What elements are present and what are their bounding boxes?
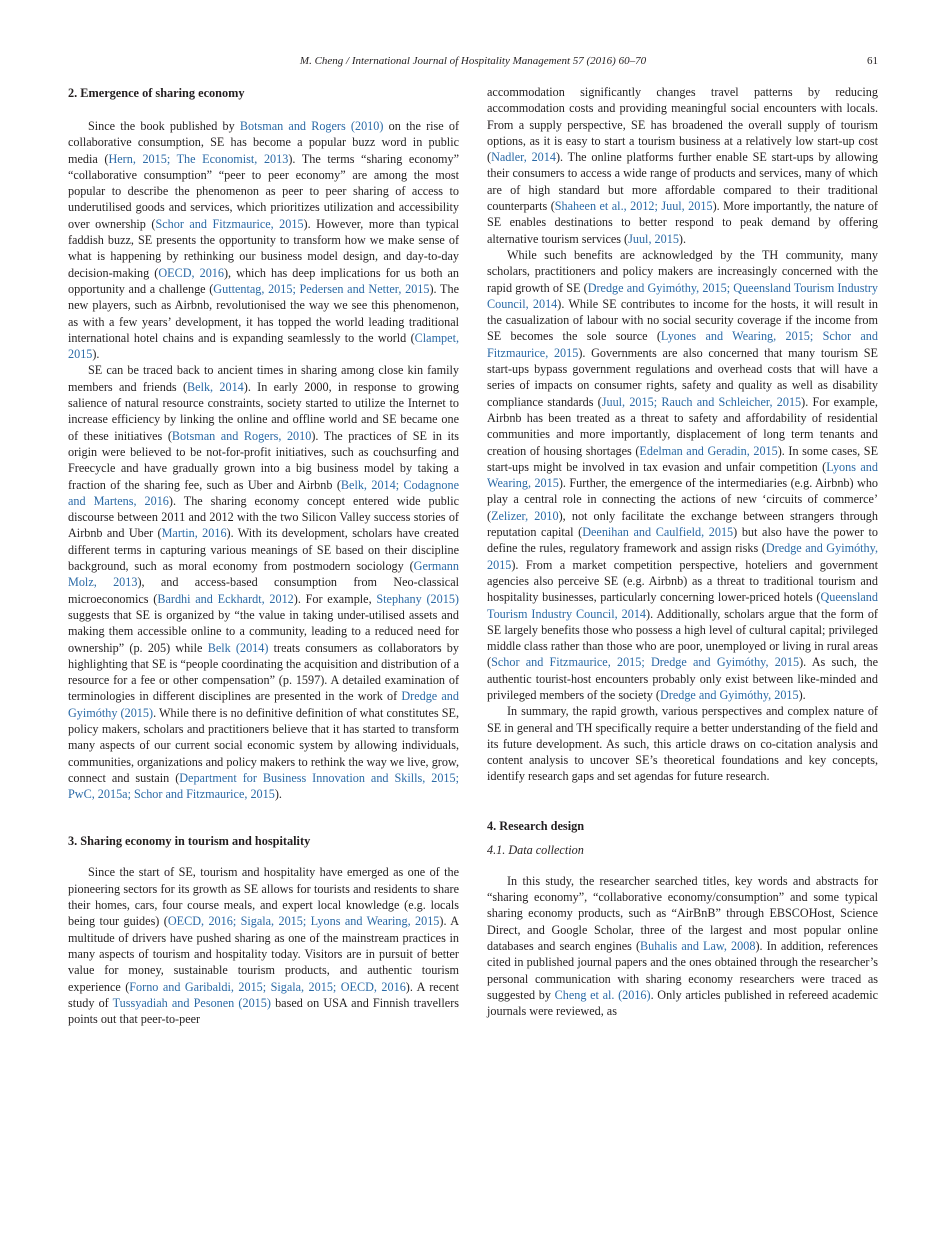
citation-link[interactable]: Juul, 2015; Rauch and Schleicher, 2015 xyxy=(601,394,802,409)
body-text: ). xyxy=(798,687,806,702)
paragraph xyxy=(487,703,878,784)
body-text: ), and access-based consumption from Neo-classical microeconomics ( xyxy=(68,575,459,606)
body-text: ). In addition, references cited in published journal papers and the ones obtained through the researcher’s personal communication with sharing economy researchers were traced as suggested by xyxy=(487,938,878,1002)
body-text: ). However, more than typical faddish buzz, SE presents the opportunity to transform how we make sense of what is happening by rethinking our business model design, and day-to-day decision-making ( xyxy=(68,216,459,280)
citation-link[interactable]: Botsman and Rogers (2010) xyxy=(239,119,384,133)
body-text: SE can be traced back to ancient times in sharing among close kin family members and friends ( xyxy=(68,363,459,394)
page-number: 61 xyxy=(867,55,878,67)
citation-link[interactable]: Dredge and Gyimóthy, 2015 xyxy=(487,541,878,572)
paragraph xyxy=(68,362,459,802)
citation-link[interactable]: Lyones and Wearing, 2015; Schor and Fitzmaurice, 2015 xyxy=(487,329,878,360)
citation-link[interactable]: Cheng et al. (2016) xyxy=(554,987,651,1002)
body-text: ). Governments are also concerned that many tourism SE start-ups bypass government regulations and overhead costs that will have a series of impacts on consumer rights, safety and quality as well as disability compliance standards ( xyxy=(487,345,878,409)
body-text: ). With its development, scholars have created different terms in capturing various meanings of SE based on their discipline background, such as moral economy from postmodern sociology ( xyxy=(68,526,460,574)
citation-link[interactable]: Botsman and Rogers, 2010 xyxy=(171,428,312,443)
body-text: Since the start of SE, tourism and hospitality have emerged as one of the pioneering sectors for its growth as SE allows for tourists and residents to share their homes, cars, four course meals, and expert local knowledge (e.g. locals being tour guides) ( xyxy=(68,865,459,929)
citation-link[interactable]: Tussyadiah and Pesonen (2015) xyxy=(112,995,271,1010)
body-text: ), not only facilitate the exchange between strangers through reputation capital ( xyxy=(487,508,878,540)
body-text: ). The terms “sharing economy” “collaborative consumption” “peer to peer economy” are among the most popular to describe the phenomenon as peer to peer sharing of access to underutilised goods and services, which prioritizes utilization and accessibility over ownership ( xyxy=(68,151,460,231)
citation-link[interactable]: Belk, 2014; Codagnone and Martens, 2016 xyxy=(68,477,460,508)
citation-link[interactable]: Bardhi and Eckhardt, 2012 xyxy=(157,591,294,606)
journal-citation: M. Cheng / International Journal of Hospitality Management 57 (2016) 60–70 xyxy=(299,55,647,67)
citation-link[interactable]: Forno and Garibaldi, 2015; Sigala, 2015; OECD, 2016 xyxy=(129,979,406,994)
body-text: accommodation significantly changes travel patterns by reducing accommodation costs and providing meaningful social encounters with locals. From a supply perspective, SE has broadened the overall supply of tourism options, as it is easy to start a tourism business at a relatively low start-up cost ( xyxy=(487,85,878,165)
body-text: ). While SE contributes to income for the hosts, it will result in the casualization of labour with no social security coverage if the income from SE becomes the sole source ( xyxy=(487,296,879,344)
section-4-heading: 4. Research design xyxy=(487,818,585,833)
citation-link[interactable]: Dredge and Gyimóthy, 2015; Queensland Tourism Industry Council, 2014 xyxy=(487,280,878,311)
citation-link[interactable]: Dredge and Gyimóthy (2015) xyxy=(68,689,459,720)
body-text: ). As such, the authentic tourist-host encounters probably only exist between like-minded and privileged members of the society ( xyxy=(487,655,878,702)
paragraph xyxy=(487,873,878,1020)
left-column xyxy=(68,84,459,1027)
citation-link[interactable]: Clampet, 2015 xyxy=(68,330,459,362)
body-text: ), which has deep implications for us both an opportunity and a challenge ( xyxy=(68,265,459,296)
paragraph xyxy=(487,84,878,247)
running-header xyxy=(68,55,878,71)
citation-link[interactable]: Schor and Fitzmaurice, 2015; Dredge and Gyimóthy, 2015 xyxy=(491,655,800,670)
citation-link[interactable]: Belk, 2014 xyxy=(187,379,244,394)
citation-link[interactable]: Queensland Tourism Industry Council, 2014 xyxy=(487,590,878,621)
body-text: While such benefits are acknowledged by the TH community, many scholars, practitioners and policy makers are increasingly concerned with the rapid growth of SE ( xyxy=(487,247,878,295)
citation-link[interactable]: Nadler, 2014 xyxy=(491,150,556,165)
body-text: ). Further, the emergence of the intermediaries (e.g. Airbnb) who play a central role in connecting the actions of new ‘circuits of commerce’ ( xyxy=(487,476,879,523)
paragraph xyxy=(487,247,878,703)
section-3-heading: 3. Sharing economy in tourism and hospitality xyxy=(68,834,311,849)
body-text: based on USA and Finnish travellers points out that peer-to-peer xyxy=(68,995,460,1027)
body-text: ). A multitude of drivers have pushed sharing as one of the mainstream practices in many aspects of tourism and hospitality today. Visitors are in pursuit of better value for money, sustainable tourism products, and authentic tourism experience ( xyxy=(68,914,460,994)
subsection-4-1-heading: 4.1. Data collection xyxy=(487,842,584,857)
body-text: . While there is no definitive definition of what constitutes SE, policy makers, scholars and practitioners believe that it has started to transform many aspects of our current social economic system by allowing individuals, communities, organizations and policy makers to rethink the way we live, grow, connect and sustain ( xyxy=(68,705,459,785)
body-text: ). From a market competition perspective, hoteliers and government agencies also perceive SE (e.g. Airbnb) as a threat to traditional tourism and hospitality businesses, particularly concerning lower-priced hotels ( xyxy=(487,557,878,605)
citation-link[interactable]: Shaheen et al., 2012; Juul, 2015 xyxy=(554,199,713,214)
body-text: ). The new players, such as Airbnb, revolutionised the way we see this phenomenon, as with a few years’ development, it has topped the world leading traditional international hotel chains and is expanding seamlessly to the world ( xyxy=(68,281,459,345)
body-text: ). In early 2000, in response to growing salience of natural resource constraints, society started to utilize the Internet to increase efficiency by linking the online and offline world and SE became one of these initiatives ( xyxy=(68,379,459,443)
citation-link[interactable]: Germann Molz, 2013 xyxy=(68,559,459,590)
citation-link[interactable]: Guttentag, 2015; Pedersen and Netter, 2015 xyxy=(213,281,430,296)
body-text: ). The practices of SE in its origin were believed to be not-for-profit initiatives, such as couchsurfing and Freecycle and have gradually grown into a big business model by taking a fraction of the sharing fee, such as Uber and Airbnb ( xyxy=(68,428,459,492)
body-text: Since the book published by xyxy=(88,119,240,133)
citation-link[interactable]: OECD, 2016 xyxy=(158,265,224,280)
body-text: treats consumers as collaborators by highlighting that SE is “people coordinating the acquisition and distribution of a resource for a fee or other compensation” (p. 1597). A detailed examination of terminologies in different disciplines are presented in the work of xyxy=(68,640,459,704)
body-text: In this study, the researcher searched titles, key words and abstracts for “sharing economy”, “collaborative economy/consumption” and some typical sharing economy products, such as “AirBnB” through EBSCOHost, Science Direct, and Google Scholar, three of the largest and most popular online databases and search engines ( xyxy=(487,873,878,953)
section-2-heading: 2. Emergence of sharing economy xyxy=(68,86,245,100)
citation-link[interactable]: Lyons and Wearing, 2015 xyxy=(487,459,878,491)
right-column xyxy=(487,84,878,1019)
body-text: ). xyxy=(678,231,687,246)
citation-link[interactable]: OECD, 2016; Sigala, 2015; Lyons and Wearing, 2015 xyxy=(167,914,440,929)
body-text: ). For example, Airbnb has been treated as a threat to safety and affordability of residential communities and more importantly, displacement of long term tenants and creation of housing shortages ( xyxy=(487,394,878,458)
body-text: ). More importantly, the nature of SE enables destinations to better respond to peak demand by offering alternative tourism services ( xyxy=(487,199,878,246)
citation-link[interactable]: Schor and Fitzmaurice, 2015 xyxy=(155,216,304,231)
citation-link[interactable]: Stephany (2015) xyxy=(376,591,459,606)
citation-link[interactable]: Zelizer, 2010 xyxy=(491,508,559,523)
citation-link[interactable]: Deenihan and Caulfield, 2015 xyxy=(582,525,734,540)
body-text: ). A recent study of xyxy=(68,979,460,1010)
body-text: ). The sharing economy concept entered wide public discourse between 2011 and 2012 with the two Silicon Valley success stories of Airbnb and Uber ( xyxy=(68,493,459,541)
paragraph xyxy=(68,118,459,362)
body-text: ). In some cases, SE start-ups might be involved in tax evasion and unfair competition ( xyxy=(487,443,879,474)
body-text: ). xyxy=(92,347,100,362)
citation-link[interactable]: Hern, 2015; The Economist, 2013 xyxy=(108,151,289,166)
citation-link[interactable]: Juul, 2015 xyxy=(628,231,679,246)
body-text: . Only articles published in refereed academic journals were reviewed, as xyxy=(487,987,878,1019)
body-text: ). The online platforms further enable SE start-ups by allowing their consumers to access a wide range of products and services, many of which are of high standard but more affordable compared to their traditional counterparts ( xyxy=(487,150,879,214)
citation-link[interactable]: Dredge and Gyimóthy, 2015 xyxy=(659,687,799,702)
body-text: In summary, the rapid growth, various perspectives and complex nature of SE in general and TH specifically require a better understanding of the field and its future development. As such, this article draws on co-citation analysis and content analysis to uncover SE’s theoretical foundations and key concepts, identify research gaps and set agendas for future research. xyxy=(487,704,878,784)
citation-link[interactable]: Buhalis and Law, 2008 xyxy=(640,938,756,953)
citation-link[interactable]: Edelman and Geradin, 2015 xyxy=(639,443,778,458)
body-text: ) but also have the power to define the rules, regulatory framework and assign risks ( xyxy=(487,525,878,556)
citation-link[interactable]: Martin, 2016 xyxy=(161,526,227,541)
body-text: ). Additionally, scholars argue that the form of SE largely benefits those who possess a high level of cultural capital; privileged middle class rather than those who are poor, unemployed or living in rural areas ( xyxy=(487,606,878,670)
body-text: suggests that SE is organized by “the value in taking under-utilised assets and making them accessible online to a community, leading to a reduced need for ownership” (p. 205) while xyxy=(68,607,459,655)
paragraph xyxy=(68,864,459,1027)
citation-link[interactable]: Department for Business Innovation and Skills, 2015; PwC, 2015a; Schor and Fitzmaurice, 2015 xyxy=(68,770,459,802)
body-text: ). For example, xyxy=(293,591,377,606)
body-text: ). xyxy=(274,787,282,802)
citation-link[interactable]: Belk (2014) xyxy=(207,640,269,655)
body-text: on the rise of collaborative consumption, SE has become a popular buzz word in public media ( xyxy=(68,119,460,166)
